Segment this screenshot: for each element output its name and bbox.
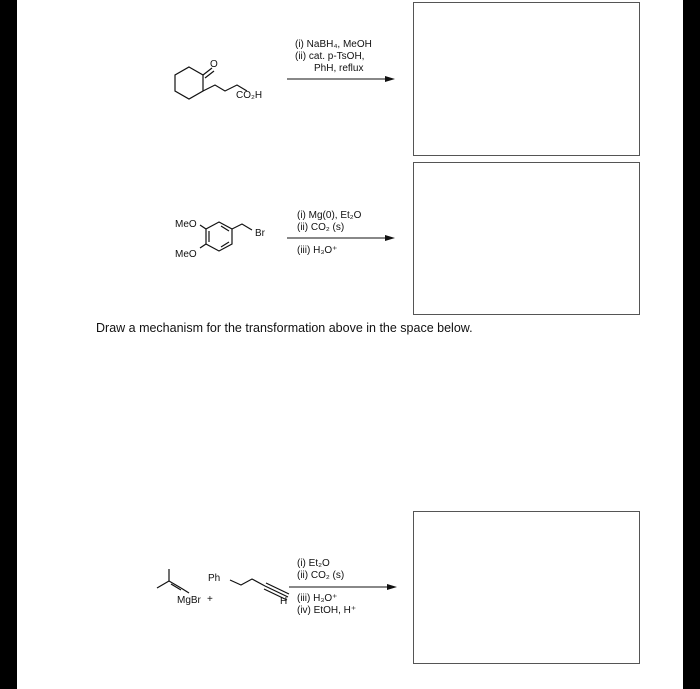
reaction3-answer-box[interactable]	[413, 511, 640, 664]
reaction2-structure	[197, 212, 277, 262]
reaction3-arrow	[287, 582, 399, 592]
reaction3-condition-4: (iv) EtOH, H⁺	[297, 605, 357, 616]
reaction2-condition-3: (iii) H₃O⁺	[297, 245, 338, 256]
reaction1-carboxylic-acid: CO₂H	[236, 90, 263, 101]
reaction2-arrow	[285, 233, 397, 243]
reaction3-condition-3: (iii) H₃O⁺	[297, 593, 338, 604]
worksheet-page	[17, 0, 683, 689]
reaction2-methoxy-top: MeO	[175, 219, 197, 230]
reaction1-condition-2: (ii) cat. p-TsOH,	[295, 51, 365, 62]
reaction3-grignard-structure	[152, 565, 212, 595]
reaction1-condition-3: PhH, reflux	[314, 63, 364, 74]
reaction2-methoxy-bottom: MeO	[175, 249, 197, 260]
reaction2-answer-box[interactable]	[413, 162, 640, 315]
reaction3-terminal-h: H	[280, 596, 288, 607]
reaction2-bromine: Br	[255, 228, 265, 239]
reaction1-carbonyl-oxygen: O	[210, 59, 218, 70]
reaction1-answer-box[interactable]	[413, 2, 640, 156]
reaction2-condition-2: (ii) CO₂ (s)	[297, 222, 345, 233]
reaction2-condition-1: (i) Mg(0), Et₂O	[297, 210, 362, 221]
mechanism-prompt: Draw a mechanism for the transformation above in the space below.	[96, 321, 473, 335]
reaction1-structure	[167, 52, 277, 112]
reaction1-arrow	[285, 74, 397, 84]
reaction3-condition-2: (ii) CO₂ (s)	[297, 570, 345, 581]
reaction3-condition-1: (i) Et₂O	[297, 558, 330, 569]
reaction3-plus: +	[207, 594, 213, 605]
reaction1-condition-1: (i) NaBH₄, MeOH	[295, 39, 372, 50]
reaction3-phenyl: Ph	[208, 573, 221, 584]
reaction3-mgbr: MgBr	[177, 595, 201, 606]
